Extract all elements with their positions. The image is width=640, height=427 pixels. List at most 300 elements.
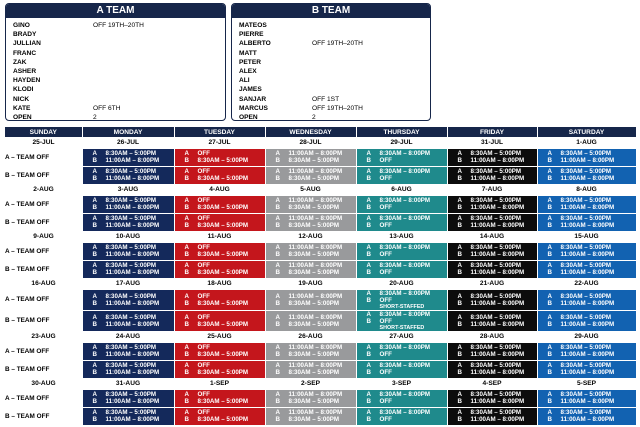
shift-hours: 11:00AM – 8:00PM [560, 299, 615, 307]
shift-team-key: A [366, 262, 371, 269]
shift-cell[interactable] [82, 213, 174, 231]
shift-team-key: B [92, 398, 97, 405]
team-off-label: B – TEAM OFF [5, 317, 50, 324]
date-cell: 1-SEP [209, 380, 230, 387]
shift-cell[interactable] [447, 148, 537, 166]
shift-team-key: B [92, 175, 97, 182]
shift-hours: 8:30AM – 5:00PM [288, 269, 340, 276]
shift-team-key: A [547, 150, 552, 157]
shift-cell[interactable] [174, 195, 265, 213]
shift-cell[interactable] [537, 260, 636, 278]
shift-hours: 8:30AM – 5:00PM [288, 369, 340, 376]
shift-hours: OFF [379, 175, 392, 182]
date-cell: 8-AUG [576, 186, 597, 193]
shift-hours: 8:30AM – 8:00PM [379, 197, 431, 204]
shift-line [357, 262, 447, 269]
shift-cell[interactable] [82, 242, 174, 260]
roster-row [13, 113, 225, 121]
shift-team-key: A [457, 197, 462, 204]
shift-cell[interactable] [82, 166, 174, 184]
shift-hours: 8:30AM – 8:00PM [379, 362, 431, 369]
shift-cell[interactable] [265, 195, 356, 213]
date-cell: 2-AUG [33, 186, 54, 193]
shift-cell[interactable] [82, 195, 174, 213]
shift-hours: 11:00AM – 8:00PM [560, 222, 615, 229]
shift-cell[interactable] [265, 242, 356, 260]
member-note: OFF 19TH–20TH [93, 22, 144, 29]
shift-line [357, 416, 447, 423]
shift-team-key: A [275, 150, 280, 157]
shift-hours: 11:00AM – 8:00PM [470, 351, 525, 358]
shift-line [538, 168, 636, 175]
shift-line [357, 344, 447, 351]
shift-team-key: A [457, 344, 462, 351]
member-name: MARCUS [239, 104, 268, 112]
date-cell: 5-SEP [576, 380, 597, 387]
shift-team-key: A [92, 215, 97, 222]
shift-hours: 8:30AM – 5:00PM [470, 262, 522, 269]
shift-cell[interactable] [82, 289, 174, 310]
shift-line [83, 321, 174, 328]
shift-cell[interactable] [174, 360, 265, 378]
shift-cell[interactable] [356, 195, 447, 213]
shift-team-key: B [366, 204, 371, 211]
shift-cell[interactable] [174, 342, 265, 360]
shift-line [83, 168, 174, 175]
shift-line [357, 311, 447, 318]
shift-hours: 8:30AM – 5:00PM [288, 251, 340, 258]
date-cell: 3-SEP [391, 380, 412, 387]
shift-team-key: B [457, 204, 462, 211]
shift-line [175, 369, 265, 376]
shift-cell[interactable] [82, 148, 174, 166]
shift-team-key: B [184, 299, 189, 307]
shift-cell[interactable] [265, 342, 356, 360]
shift-cell[interactable] [537, 360, 636, 378]
shift-cell[interactable] [537, 342, 636, 360]
shift-cell[interactable] [265, 260, 356, 278]
date-cell: 10-AUG [115, 233, 141, 240]
shift-cell[interactable] [447, 166, 537, 184]
date-cell: 29-JUL [390, 138, 413, 146]
shift-hours: 8:30AM – 8:00PM [379, 344, 431, 351]
shift-hours: 8:30AM – 5:00PM [560, 409, 612, 416]
roster-row [13, 67, 225, 76]
shift-line [357, 251, 447, 258]
shift-hours: OFF [379, 296, 392, 304]
shift-cell[interactable] [537, 389, 636, 407]
shift-team-key: A [92, 197, 97, 204]
date-row [5, 378, 636, 389]
shift-line [266, 293, 356, 300]
date-row [5, 278, 636, 289]
shift-hours: OFF [379, 269, 392, 276]
shift-line [448, 204, 537, 211]
shift-line [357, 398, 447, 405]
shift-cell[interactable] [537, 166, 636, 184]
shift-hours: 8:30AM – 5:00PM [105, 197, 157, 204]
shift-team-key: A [547, 244, 552, 251]
shift-cell[interactable] [174, 260, 265, 278]
member-name: GINO [13, 22, 30, 29]
shift-cell[interactable] [447, 242, 537, 260]
shift-cell[interactable] [265, 213, 356, 231]
shift-team-key: B [547, 204, 552, 211]
shift-cell[interactable] [356, 407, 447, 425]
date-cell: 26-AUG [298, 333, 323, 340]
shift-line [538, 251, 636, 258]
team-b-title: B TEAM [232, 4, 430, 18]
shift-hours: 8:30AM – 8:00PM [379, 150, 431, 157]
shift-hours: 8:30AM – 5:00PM [288, 299, 340, 307]
shift-line [538, 244, 636, 251]
shift-cell[interactable] [356, 310, 447, 331]
roster-row [239, 39, 430, 48]
member-name: ALI [239, 77, 250, 85]
b-team-off-row [5, 310, 636, 331]
shift-hours: 8:30AM – 5:00PM [197, 175, 249, 182]
shift-line [357, 197, 447, 204]
shift-team-key: A [547, 215, 552, 222]
shift-line [83, 362, 174, 369]
shift-hours: 11:00AM – 8:00PM [560, 351, 615, 358]
shift-line [266, 175, 356, 182]
shift-team-key: B [184, 369, 189, 376]
team-a-roster [6, 18, 225, 121]
shift-cell[interactable] [356, 289, 447, 310]
date-cell: 19-AUG [298, 280, 323, 287]
member-name: MATT [239, 49, 257, 57]
shift-line [448, 321, 537, 328]
shift-cell[interactable] [82, 407, 174, 425]
shift-line [266, 344, 356, 351]
shift-hours: OFF [379, 351, 392, 358]
shift-cell[interactable] [174, 242, 265, 260]
shift-cell[interactable] [356, 260, 447, 278]
shift-cell[interactable] [265, 407, 356, 425]
shift-line [175, 262, 265, 269]
shift-team-key: A [547, 262, 552, 269]
shift-cell[interactable] [82, 389, 174, 407]
shift-team-key: B [275, 320, 280, 328]
shift-line [175, 215, 265, 222]
shift-cell[interactable] [82, 260, 174, 278]
shift-team-key: B [275, 369, 280, 376]
shift-line [448, 157, 537, 164]
shift-cell[interactable] [174, 310, 265, 331]
shift-cell[interactable] [265, 389, 356, 407]
shift-line [448, 168, 537, 175]
shift-hours: 11:00AM – 8:00PM [288, 168, 343, 175]
shift-hours: 8:30AM – 5:00PM [560, 215, 612, 222]
shift-team-key: A [547, 391, 552, 398]
shift-cell[interactable] [174, 166, 265, 184]
shift-cell[interactable] [537, 407, 636, 425]
shift-line [448, 391, 537, 398]
member-name: PETER [239, 58, 261, 66]
shift-team-key: A [184, 292, 189, 300]
shift-team-key: A [366, 215, 371, 222]
shift-team-key: B [275, 398, 280, 405]
shift-team-key: B [547, 222, 552, 229]
shift-line [83, 150, 174, 157]
shift-hours: OFF [197, 215, 210, 222]
shift-hours: 8:30AM – 5:00PM [105, 215, 157, 222]
shift-cell[interactable] [537, 310, 636, 331]
shift-cell[interactable] [82, 360, 174, 378]
member-note: OFF 19TH–20TH [312, 104, 363, 112]
shift-line [266, 362, 356, 369]
shift-line [448, 409, 537, 416]
shift-hours: OFF [197, 313, 210, 321]
shift-line [448, 251, 537, 258]
shift-hours: 11:00AM – 8:00PM [288, 391, 343, 398]
shift-line [175, 344, 265, 351]
shift-hours: 8:30AM – 5:00PM [470, 215, 522, 222]
roster-row [13, 104, 225, 113]
shift-team-key: B [184, 320, 189, 328]
shift-cell[interactable] [356, 148, 447, 166]
shift-hours: OFF [197, 244, 210, 251]
shift-cell[interactable] [265, 166, 356, 184]
shift-hours: OFF [197, 150, 210, 157]
shift-team-key: A [275, 244, 280, 251]
member-name: NICK [13, 95, 30, 103]
shift-line [83, 398, 174, 405]
shift-team-key: A [547, 344, 552, 351]
shift-cell[interactable] [356, 242, 447, 260]
member-name: JULLIAN [13, 40, 41, 48]
shift-hours: OFF [379, 369, 392, 376]
date-cell: 16-AUG [31, 280, 56, 287]
shift-cell[interactable] [356, 360, 447, 378]
date-cell: 31-JUL [481, 138, 503, 146]
shift-team-key: A [366, 310, 371, 318]
shift-cell[interactable] [447, 360, 537, 378]
shift-line [83, 197, 174, 204]
shift-line [448, 369, 537, 376]
shift-cell[interactable] [174, 213, 265, 231]
shift-team-key: A [275, 215, 280, 222]
shift-line [266, 157, 356, 164]
shift-team-key: A [184, 215, 189, 222]
shift-team-key: B [547, 299, 552, 307]
shift-cell[interactable] [356, 389, 447, 407]
shift-hours: 11:00AM – 8:00PM [470, 204, 525, 211]
shift-team-key: B [92, 351, 97, 358]
shift-hours: 8:30AM – 5:00PM [197, 351, 249, 358]
shift-cell[interactable] [356, 166, 447, 184]
b-team-off-row [5, 360, 636, 378]
shift-line [175, 251, 265, 258]
shift-cell[interactable] [174, 389, 265, 407]
roster-row [13, 85, 225, 94]
shift-cell[interactable] [174, 148, 265, 166]
roster-row [13, 58, 225, 67]
shift-team-key: A [547, 313, 552, 321]
shift-line [357, 168, 447, 175]
shift-hours: 8:30AM – 8:00PM [379, 262, 431, 269]
shift-line [175, 409, 265, 416]
shift-cell[interactable] [174, 289, 265, 310]
shift-team-key: A [92, 391, 97, 398]
shift-hours: 8:30AM – 5:00PM [197, 320, 249, 328]
shift-hours: 8:30AM – 5:00PM [288, 222, 340, 229]
shift-hours: 8:30AM – 5:00PM [197, 204, 249, 211]
roster-row [239, 95, 430, 104]
shift-line [83, 204, 174, 211]
shift-cell[interactable] [447, 289, 537, 310]
shift-hours: 8:30AM – 8:00PM [379, 244, 431, 251]
shift-hours: 11:00AM – 8:00PM [288, 262, 343, 269]
shift-cell[interactable] [447, 260, 537, 278]
shift-hours: 8:30AM – 5:00PM [288, 175, 340, 182]
shift-hours: OFF [197, 168, 210, 175]
shift-cell[interactable] [265, 360, 356, 378]
shift-cell[interactable] [447, 310, 537, 331]
shift-line [357, 157, 447, 164]
date-cell: 4-AUG [209, 186, 230, 193]
shift-line [83, 391, 174, 398]
shift-line [538, 344, 636, 351]
shift-cell[interactable] [447, 389, 537, 407]
date-cell: 14-AUG [479, 233, 505, 240]
shift-line [538, 300, 636, 307]
date-row [5, 184, 636, 195]
date-cell: 30-AUG [31, 380, 56, 387]
shift-team-key: A [92, 362, 97, 369]
team-off-label: A – TEAM OFF [5, 296, 50, 303]
shift-hours: 8:30AM – 5:00PM [470, 197, 522, 204]
shift-hours: 11:00AM – 8:00PM [288, 150, 343, 157]
shift-hours: 11:00AM – 8:00PM [105, 157, 160, 164]
shift-team-key: B [366, 416, 371, 423]
shift-line [83, 215, 174, 222]
weekday-header [5, 127, 636, 137]
shift-hours: OFF [379, 398, 392, 405]
shift-cell[interactable] [82, 342, 174, 360]
shift-team-key: B [184, 204, 189, 211]
schedule-calendar [5, 127, 637, 426]
shift-line [538, 416, 636, 423]
shift-cell[interactable] [174, 407, 265, 425]
shift-line [266, 244, 356, 251]
shift-team-key: B [366, 222, 371, 229]
shift-cell[interactable] [537, 213, 636, 231]
shift-cell[interactable] [537, 242, 636, 260]
shift-cell[interactable] [447, 195, 537, 213]
shift-team-key: A [275, 344, 280, 351]
shift-line [175, 321, 265, 328]
shift-hours: 8:30AM – 8:00PM [379, 409, 431, 416]
shift-team-key: A [92, 168, 97, 175]
shift-line [357, 222, 447, 229]
shift-team-key: B [457, 175, 462, 182]
weekday-wednesday: WEDNESDAY [265, 127, 356, 137]
shift-cell[interactable] [537, 195, 636, 213]
shift-team-key: B [366, 398, 371, 405]
shift-team-key: B [457, 251, 462, 258]
shift-cell[interactable] [447, 342, 537, 360]
shift-hours: OFF [197, 391, 210, 398]
shift-line [83, 175, 174, 182]
shift-hours: 8:30AM – 5:00PM [560, 244, 612, 251]
shift-hours: 8:30AM – 5:00PM [288, 204, 340, 211]
shift-line [357, 150, 447, 157]
shift-hours: OFF [197, 362, 210, 369]
shift-hours: OFF [197, 292, 210, 300]
shift-cell[interactable] [265, 289, 356, 310]
shift-hours: OFF [379, 251, 392, 258]
shift-hours: 8:30AM – 5:00PM [470, 409, 522, 416]
weekday-friday: FRIDAY [447, 127, 537, 137]
date-cell: 31-AUG [115, 380, 141, 387]
shift-line [448, 300, 537, 307]
shift-cell[interactable] [82, 310, 174, 331]
shift-hours: 11:00AM – 8:00PM [470, 175, 525, 182]
date-cell: 1-AUG [576, 138, 597, 146]
shift-hours: OFF [379, 222, 392, 229]
a-team-off-row [5, 289, 636, 310]
shift-team-key: A [547, 409, 552, 416]
shift-cell[interactable] [537, 148, 636, 166]
shift-cell[interactable] [447, 407, 537, 425]
shift-line [175, 175, 265, 182]
shift-line [83, 251, 174, 258]
shift-line [538, 321, 636, 328]
calendar-body [5, 137, 636, 425]
shift-team-key: A [275, 313, 280, 321]
shift-cell[interactable] [356, 342, 447, 360]
shift-team-key: B [184, 416, 189, 423]
weekday-sunday: SUNDAY [5, 127, 82, 137]
shift-line [538, 391, 636, 398]
shift-line [175, 168, 265, 175]
shift-team-key: B [457, 222, 462, 229]
shift-cell[interactable] [537, 289, 636, 310]
shift-team-key: A [366, 344, 371, 351]
shift-hours: 11:00AM – 8:00PM [288, 409, 343, 416]
shift-hours: OFF [197, 409, 210, 416]
member-name: JAMES [239, 86, 262, 94]
shift-line [538, 314, 636, 321]
shift-team-key: B [547, 269, 552, 276]
shift-line [357, 409, 447, 416]
date-row [5, 231, 636, 242]
shift-team-key: A [92, 313, 97, 321]
shift-hours: 8:30AM – 8:00PM [379, 168, 431, 175]
shift-team-key: B [184, 269, 189, 276]
shift-cell[interactable] [265, 148, 356, 166]
date-cell: 22-AUG [574, 280, 599, 287]
shift-team-key: A [366, 362, 371, 369]
shift-line [266, 351, 356, 358]
shift-team-key: B [457, 320, 462, 328]
shift-cell[interactable] [447, 213, 537, 231]
shift-hours: 8:30AM – 5:00PM [560, 391, 612, 398]
shift-hours: 11:00AM – 8:00PM [470, 320, 525, 328]
shift-line [266, 251, 356, 258]
member-name: SANJAR [239, 95, 267, 103]
shift-cell[interactable] [265, 310, 356, 331]
shift-team-key: B [92, 269, 97, 276]
shift-line [83, 293, 174, 300]
shift-hours: 11:00AM – 8:00PM [288, 313, 343, 321]
date-cell: 26-JUL [117, 138, 139, 146]
shift-line [266, 398, 356, 405]
shift-line [83, 269, 174, 276]
shift-cell[interactable] [356, 213, 447, 231]
